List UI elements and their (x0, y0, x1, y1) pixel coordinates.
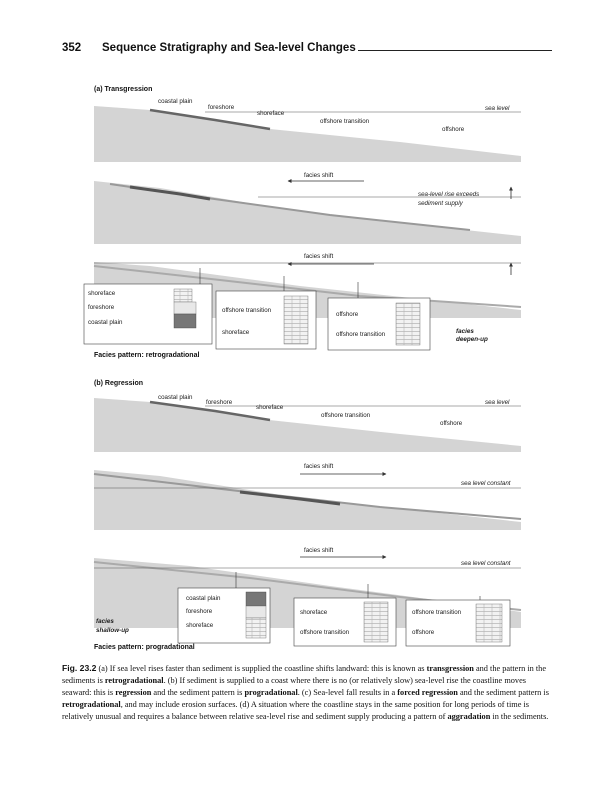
panel-a-log-3 (328, 298, 430, 350)
caption-text-6: and the sediment pattern is (457, 688, 549, 698)
panel-a-profile-1 (94, 98, 521, 162)
panel-b-profile-2 (94, 463, 521, 530)
log3-bottom-label: offshore transition (336, 331, 386, 338)
label-b-shoreface: shoreface (256, 404, 284, 411)
facies-trend-1: facies (456, 328, 474, 335)
label-sea-level: sea level (485, 105, 510, 112)
caption-fig-label: Fig. 23.2 (62, 663, 97, 673)
caption-keyword-4: progradational (244, 688, 298, 698)
caption-text-7: , and may include erosion surfaces. (d) A situation where the coastline stays in the same position for long periods of time is relatively unusual and requires a balance between relative sea-level rise and sediment supply producing a pattern of (62, 700, 529, 722)
label-b-facies-shift: facies shift (304, 463, 334, 470)
log1-mid-label: foreshore (88, 304, 115, 311)
b-log3-top-label: offshore transition (412, 609, 462, 616)
panel-b-log-2 (294, 598, 396, 646)
panel-a-log-2 (216, 291, 316, 349)
panel-b-profile-1 (94, 394, 521, 452)
label-b-offshore-transition: offshore transition (321, 412, 371, 419)
log2-bottom-label: shoreface (222, 329, 250, 336)
label-b-coastal-plain: coastal plain (158, 394, 193, 401)
panel-a-log-1 (84, 284, 212, 344)
label-offshore-transition: offshore transition (320, 118, 370, 125)
caption-keyword-6: retrogradational (62, 700, 121, 710)
page-number: 352 (62, 42, 82, 54)
b-facies-trend-1: facies (96, 618, 114, 625)
panel-a-profile-2 (94, 172, 521, 244)
panel-b-log-3 (406, 600, 510, 646)
caption-keyword-3: regression (115, 688, 152, 698)
b-log1-mid-label: foreshore (186, 608, 213, 615)
label-b-sea-level-constant-2: sea level constant (461, 560, 511, 567)
log3-top-label: offshore (336, 311, 359, 318)
caption-text-1: (a) If sea level rises faster than sediment is supplied the coastline shifts landward: this is known as (96, 664, 427, 673)
label-sea-level-note-1: sea-level rise exceeds (418, 191, 480, 198)
caption-keyword-2: retrogradational (104, 676, 164, 686)
label-b-offshore: offshore (440, 420, 463, 427)
label-b-sea-level-constant: sea level constant (461, 480, 511, 487)
b-facies-trend-2: shallow-up (96, 627, 129, 634)
panel-a-pattern: Facies pattern: retrogradational (94, 352, 200, 359)
caption-text-5: . (c) Sea-level fall results in a (297, 688, 398, 698)
log1-top-label: shoreface (88, 290, 116, 297)
log2-top-label: offshore transition (222, 307, 272, 314)
b-log1-bottom-label: shoreface (186, 622, 214, 629)
chapter-title: Sequence Stratigraphy and Sea-level Changes (102, 42, 356, 54)
label-b-facies-shift-2: facies shift (304, 547, 334, 554)
caption-keyword-7: aggradation (447, 712, 491, 722)
label-shoreface: shoreface (257, 110, 285, 117)
label-b-foreshore: foreshore (206, 399, 233, 406)
figure-caption (62, 663, 553, 723)
facies-trend-2: deepen-up (456, 336, 488, 343)
caption-text-4: and the sediment pattern is (151, 688, 245, 698)
caption-text-8: in the sediments. (490, 712, 549, 722)
panel-b-log-1 (178, 588, 270, 643)
label-facies-shift: facies shift (304, 172, 334, 179)
label-foreshore: foreshore (208, 104, 235, 111)
label-facies-shift-2: facies shift (304, 253, 334, 260)
label-b-sea-level: sea level (485, 399, 510, 406)
caption-keyword-5: forced regression (397, 688, 458, 698)
b-log2-bottom-label: offshore transition (300, 629, 350, 636)
label-coastal-plain: coastal plain (158, 98, 193, 105)
caption-keyword-1: transgression (426, 664, 474, 673)
panel-b-pattern: Facies pattern: progradational (94, 644, 195, 651)
b-log2-top-label: shoreface (300, 609, 328, 616)
panel-b-title: (b) Regression (94, 380, 144, 387)
log1-bottom-label: coastal plain (88, 319, 123, 326)
panel-a-title: (a) Transgression (94, 86, 153, 93)
b-log1-top-label: coastal plain (186, 595, 221, 602)
label-offshore: offshore (442, 126, 465, 133)
label-sea-level-note-2: sediment supply (418, 200, 463, 207)
caption-text-2: and the pattern in the sediments is (62, 664, 547, 686)
caption-text-3: . (b) If sediment is supplied to a coast where there is no (or relatively slow) sea-level rise the coastline moves seaward: this is (62, 676, 526, 698)
b-log3-bottom-label: offshore (412, 629, 435, 636)
